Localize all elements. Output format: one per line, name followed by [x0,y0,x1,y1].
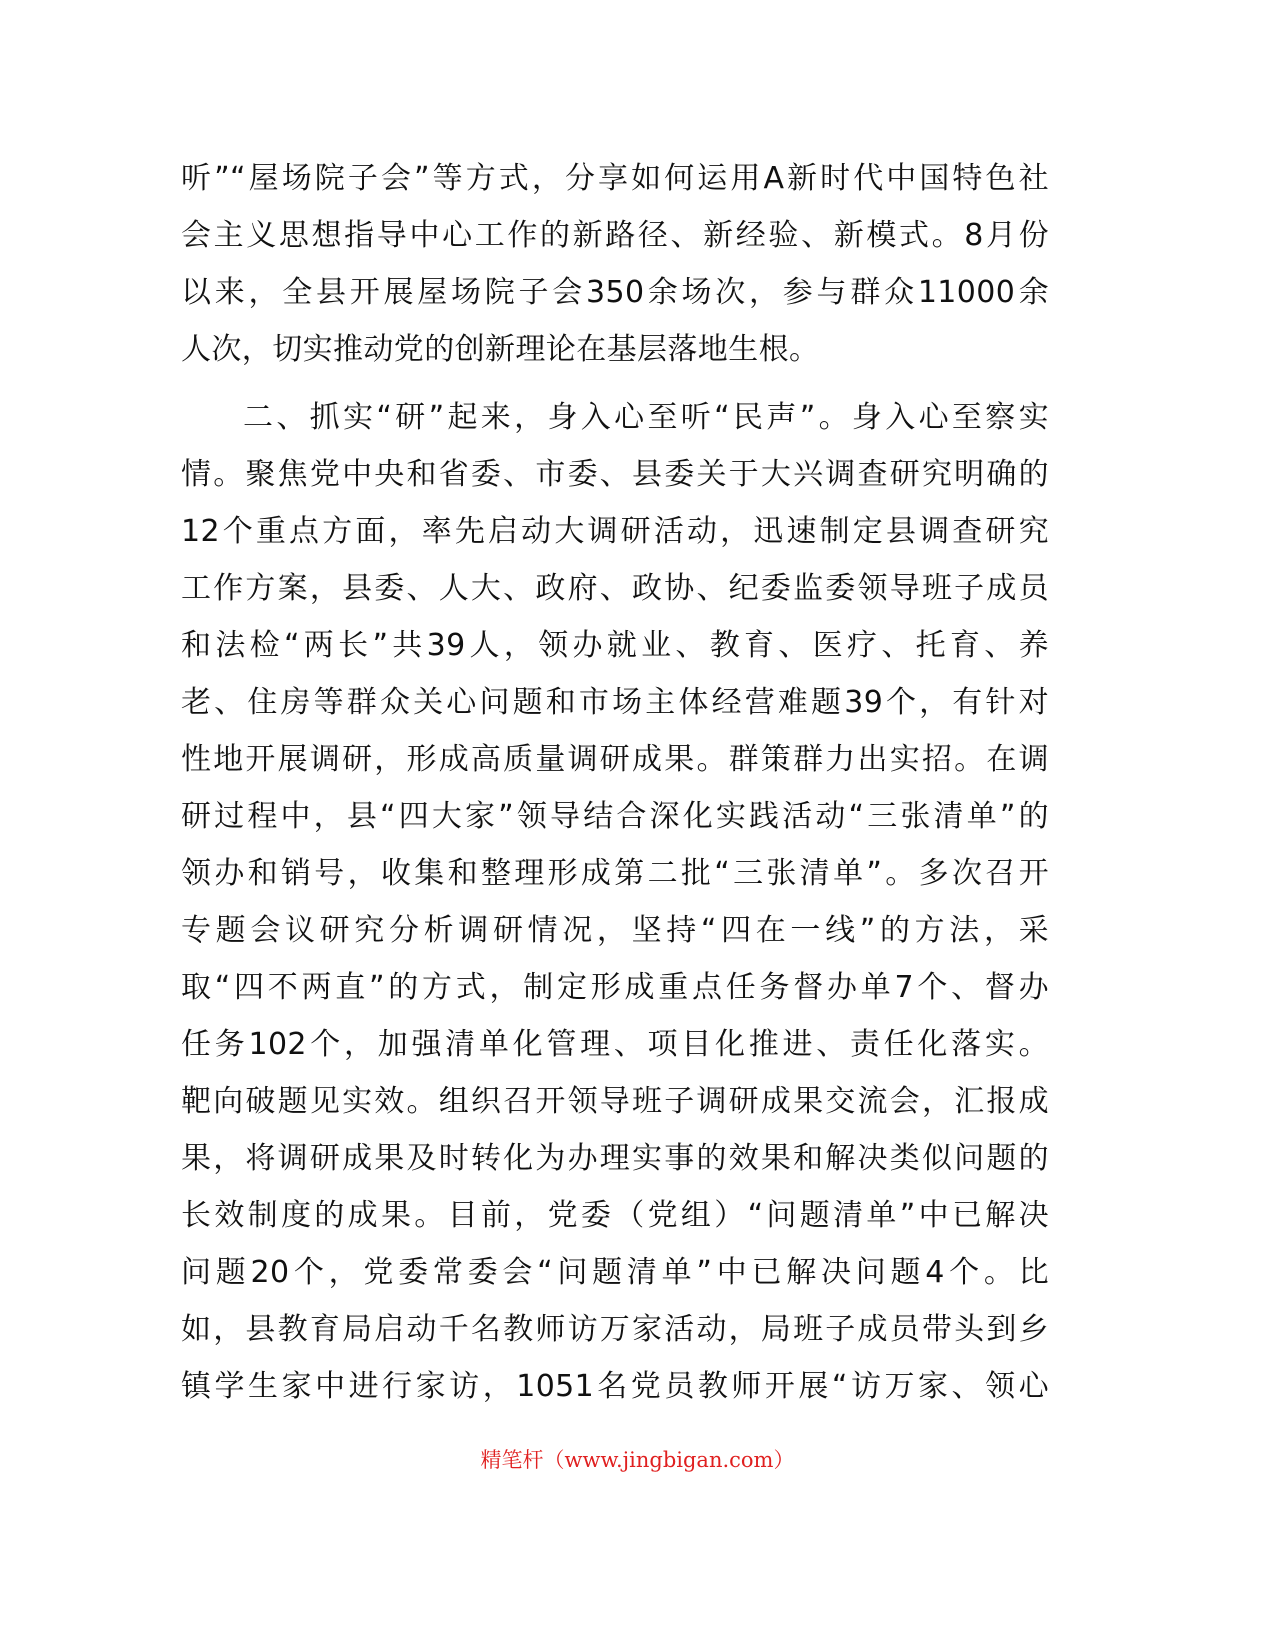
text-line: 以来，全县开展屋场院子会350余场次，参与群众11000余 [181,275,1049,310]
paragraph-1 [181,150,1049,378]
text-line: 二、抓实“研”起来，身入心至听“民声”。身入心至察实 [243,400,1049,435]
paragraph-2 [181,389,1049,1415]
paragraph-gap [181,378,1049,389]
text-line: 果，将调研成果及时转化为办理实事的效果和解决类似问题的 [181,1141,1049,1176]
text-line: 研过程中，县“四大家”领导结合深化实践活动“三张清单”的 [181,799,1049,834]
text-line: 靶向破题见实效。组织召开领导班子调研成果交流会，汇报成 [181,1084,1049,1119]
document-body [181,150,1049,1415]
text-line: 问题20个，党委常委会“问题清单”中已解决问题4个。比 [181,1255,1049,1290]
text-line: 任务102个，加强清单化管理、项目化推进、责任化落实。 [181,1027,1049,1062]
text-line: 人次，切实推动党的创新理论在基层落地生根。 [181,332,820,367]
text-line: 取“四不两直”的方式，制定形成重点任务督办单7个、督办 [181,970,1049,1005]
text-line: 工作方案，县委、人大、政府、政协、纪委监委领导班子成员 [181,571,1049,606]
footer-watermark-link[interactable]: 精笔杆（www.jingbigan.com） [480,1448,795,1472]
text-line: 如，县教育局启动千名教师访万家活动，局班子成员带头到乡 [181,1312,1049,1347]
text-line: 和法检“两长”共39人，领办就业、教育、医疗、托育、养 [181,628,1049,663]
text-line: 长效制度的成果。目前，党委（党组）“问题清单”中已解决 [181,1198,1049,1233]
text-line: 会主义思想指导中心工作的新路径、新经验、新模式。8月份 [181,218,1049,253]
text-line: 情。聚焦党中央和省委、市委、县委关于大兴调查研究明确的 [181,457,1049,492]
text-line: 领办和销号，收集和整理形成第二批“三张清单”。多次召开 [181,856,1049,891]
text-line: 性地开展调研，形成高质量调研成果。群策群力出实招。在调 [181,742,1049,777]
text-line: 老、住房等群众关心问题和市场主体经营难题39个，有针对 [181,685,1049,720]
text-line: 12个重点方面，率先启动大调研活动，迅速制定县调查研究 [181,514,1049,549]
text-line: 听”“屋场院子会”等方式，分享如何运用A新时代中国特色社 [181,161,1049,196]
text-line: 专题会议研究分析调研情况，坚持“四在一线”的方法，采 [181,913,1049,948]
text-line: 镇学生家中进行家访，1051名党员教师开展“访万家、领心 [181,1369,1049,1404]
